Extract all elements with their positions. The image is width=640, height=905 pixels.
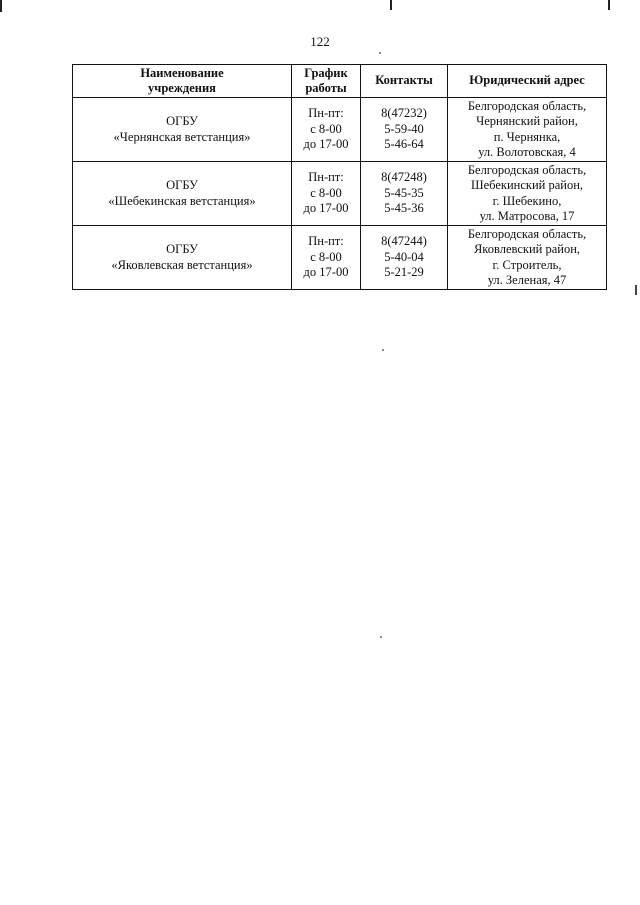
cell-line: с 8-00 (310, 185, 342, 200)
scan-speck (380, 636, 382, 638)
cell-line: до 17-00 (303, 201, 349, 216)
scan-edge-mark-left (0, 0, 2, 12)
cell-line: Чернянский район, (476, 114, 578, 128)
header-name (73, 65, 292, 98)
cell-line: «Яковлевская ветстанция» (111, 257, 253, 272)
cell-hours (292, 98, 361, 162)
cell-line: «Шебекинская ветстанция» (108, 193, 256, 208)
vet-stations-table (72, 64, 607, 290)
header-line: Наименование (140, 65, 224, 80)
cell-line: ул. Зеленая, 47 (487, 273, 567, 287)
table-row (73, 98, 607, 162)
cell-line: ул. Матросова, 17 (479, 209, 575, 223)
header-line: учреждения (148, 81, 216, 95)
cell-line: до 17-00 (303, 265, 349, 280)
header-line: Контакты (375, 73, 433, 88)
cell-line: ОГБУ (166, 242, 198, 256)
scan-edge-mark-top (390, 0, 392, 10)
cell-line: с 8-00 (310, 249, 342, 264)
cell-line: Пн-пт: (308, 170, 344, 185)
table-row (73, 226, 607, 290)
cell-line: 5-45-36 (384, 201, 424, 216)
cell-name (73, 226, 292, 290)
cell-line: Пн-пт: (308, 234, 344, 249)
cell-contacts (361, 98, 448, 162)
cell-line: Пн-пт: (308, 106, 344, 121)
cell-line: до 17-00 (303, 137, 349, 152)
cell-line: п. Чернянка, (493, 129, 561, 144)
cell-address (448, 98, 607, 162)
cell-line: 8(47232) (381, 106, 427, 121)
cell-line: ул. Волотовская, 4 (478, 145, 576, 159)
table-header-row (73, 65, 607, 98)
cell-line: 5-40-04 (384, 249, 424, 264)
scan-speck (382, 349, 384, 351)
cell-line: г. Строитель, (492, 257, 562, 272)
cell-line: г. Шебекино, (492, 193, 562, 208)
cell-address (448, 162, 607, 226)
header-contacts (361, 65, 448, 98)
cell-line: «Чернянская ветстанция» (113, 129, 251, 144)
cell-contacts (361, 162, 448, 226)
cell-line: Белгородская область, (467, 226, 587, 241)
header-hours (292, 65, 361, 98)
header-line: работы (305, 81, 347, 95)
cell-line: 5-21-29 (384, 265, 424, 280)
scan-edge-mark-top (608, 0, 610, 10)
cell-line: ОГБУ (166, 114, 198, 128)
cell-line: 5-59-40 (384, 121, 424, 136)
header-address (448, 65, 607, 98)
cell-line: Яковлевский район, (473, 242, 581, 256)
cell-line: 8(47244) (381, 234, 427, 249)
cell-line: 5-45-35 (384, 185, 424, 200)
cell-line: Белгородская область, (467, 162, 587, 177)
cell-name (73, 162, 292, 226)
header-line: Юридический адрес (469, 73, 585, 88)
cell-line: Шебекинский район, (470, 178, 584, 192)
cell-contacts (361, 226, 448, 290)
cell-line: ОГБУ (166, 178, 198, 192)
cell-line: 5-46-64 (384, 137, 424, 152)
cell-hours (292, 162, 361, 226)
table-row (73, 162, 607, 226)
scan-edge-mark-right (635, 285, 637, 295)
cell-line: 8(47248) (381, 170, 427, 185)
cell-address (448, 226, 607, 290)
header-line: График (304, 65, 348, 80)
page-number: 122 (310, 34, 330, 49)
cell-hours (292, 226, 361, 290)
cell-line: с 8-00 (310, 121, 342, 136)
cell-line: Белгородская область, (467, 98, 587, 113)
cell-name (73, 98, 292, 162)
scan-speck (379, 52, 381, 54)
